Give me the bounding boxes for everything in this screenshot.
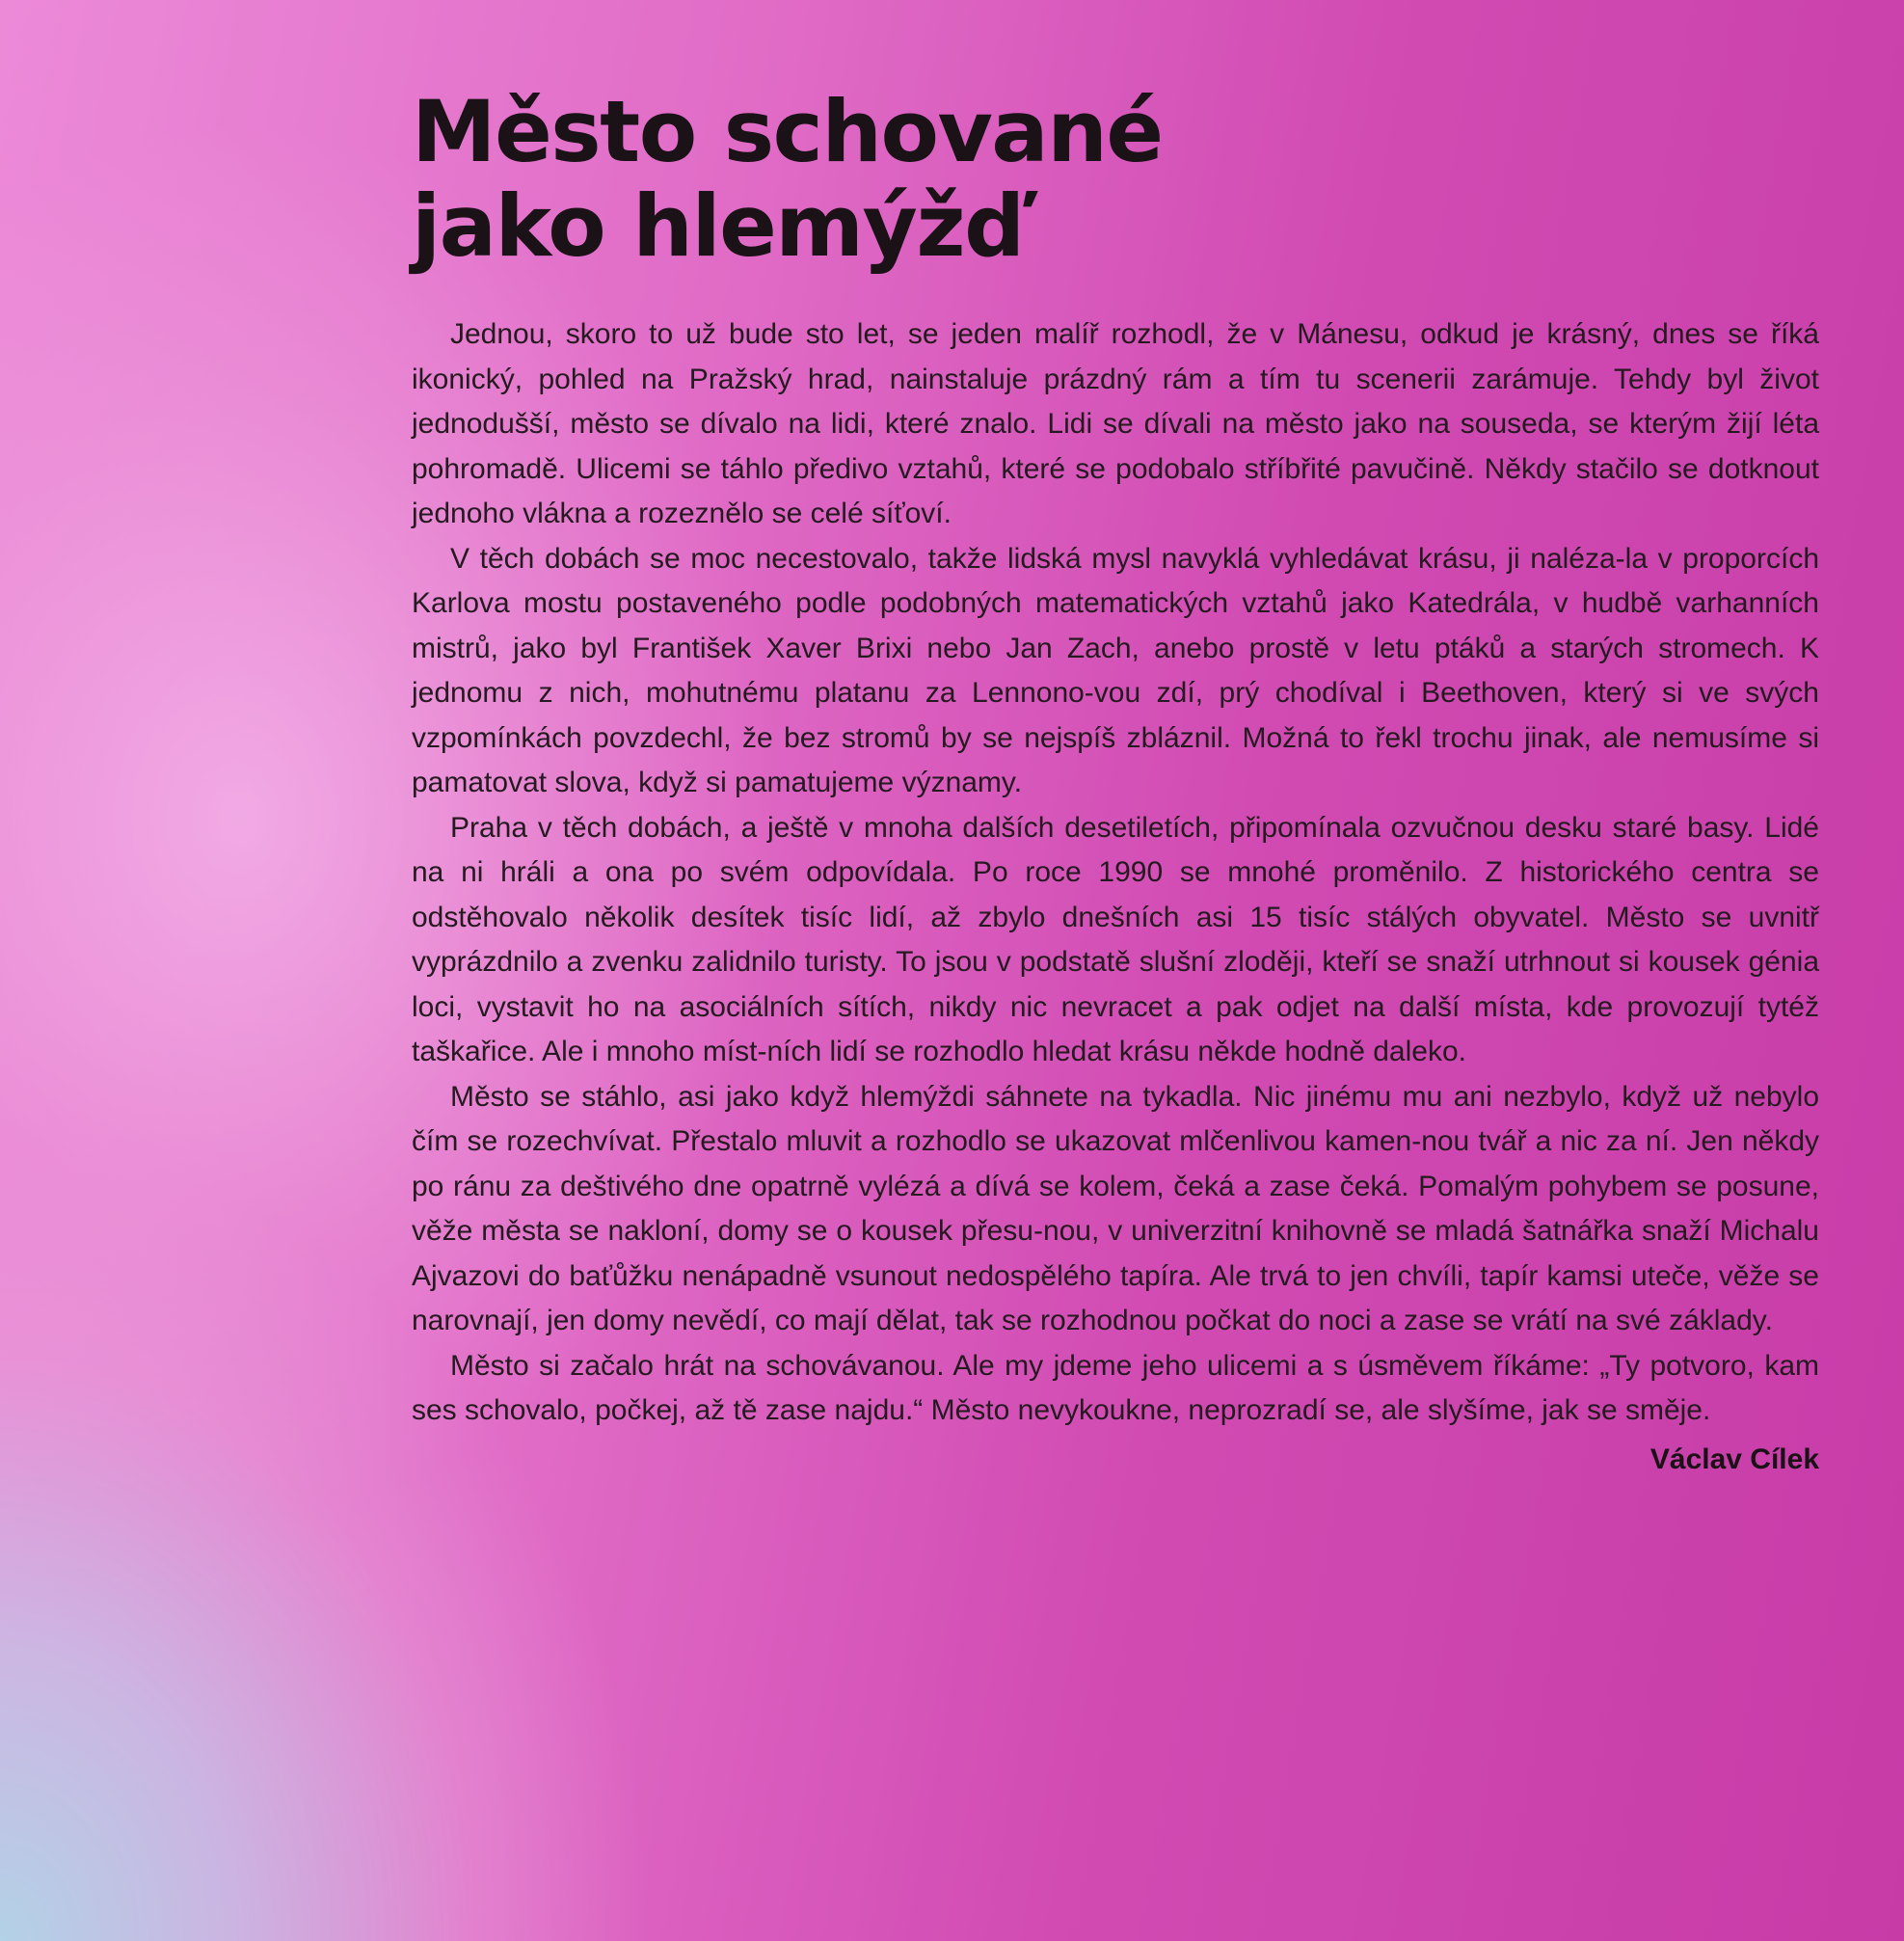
paragraph-4: Město se stáhlo, asi jako když hlemýždi sáhnete na tykadla. Nic jinému mu ani nezbylo, když už nebylo čím se rozechvívat. Přestalo mluvit a rozhodlo se ukazovat mlčenlivou kamen-nou tvář a nic za ní. Jen někdy po ránu za deštivého dne opatrně vylézá a dívá se kolem, čeká a zase čeká. Pomalým pohybem se posune, věže města se nakloní, domy se o kousek přesu-nou, v univerzitní knihovně se mladá šatnářka snaží Michalu Ajvazovi do baťůžku nenápadně vsunout nedospělého tapíra. Ale trvá to jen chvíli, tapír kamsi uteče, věže se narovnají, jen domy nevědí, co mají dělat, tak se rozhodnou počkat do noci a zase se vrátí na své základy. [412, 1080, 1819, 1336]
author-signature: Václav Cílek [1649, 1442, 1819, 1475]
article-body [412, 312, 1819, 1434]
paragraph-5: Město si začalo hrát na schovávanou. Ale my jdeme jeho ulicemi a s úsměvem říkáme: „Ty potvoro, kam ses schovalo, počkej, až tě zase najdu.“ Město nevykoukne, neprozradí se, ale slyšíme, jak se směje. [412, 1349, 1819, 1426]
article-title [412, 82, 1819, 276]
paragraph-1: Jednou, skoro to už bude sto let, se jeden malíř rozhodl, že v Mánesu, odkud je krásný, dnes se říká ikonický, pohled na Pražský hrad, nainstaluje prázdný rám a tím tu scenerii zarámuje. Tehdy byl život jednodušší, město se dívalo na lidi, které znalo. Lidi se dívali na město jako na souseda, se kterým žijí léta pohromadě. Ulicemi se táhlo předivo vztahů, které se podobalo stříbřité pavučině. Někdy stačilo se dotknout jednoho vlákna a rozeznělo se celé síťoví. [412, 318, 1819, 529]
title-line-2: jako hlemýžď [412, 176, 1024, 276]
paragraph-2: V těch dobách se moc necestovalo, takže lidská mysl navyklá vyhledávat krásu, ji naléza-la v proporcích Karlova mostu postaveného podle podobných matematických vztahů jako Katedrála, v hudbě varhanních mistrů, jako byl František Xaver Brixi nebo Jan Zach, anebo prostě v letu ptáků a starých stromech. K jednomu z nich, mohutnému platanu za Lennono-vou zdí, prý chodíval i Beethoven, který si ve svých vzpomínkách povzdechl, že bez stromů by se nejspíš zbláznil. Možná to řekl trochu jinak, ale nemusíme si pamatovat slova, když si pamatujeme významy. [412, 542, 1819, 798]
paragraph-3: Praha v těch dobách, a ještě v mnoha dalších desetiletích, připomínala ozvučnou desku staré basy. Lidé na ni hráli a ona po svém odpovídala. Po roce 1990 se mnohé proměnilo. Z historického centra se odstěhovalo několik desítek tisíc lidí, až zbylo dnešních asi 15 tisíc stálých obyvatel. Město se uvnitř vyprázdnilo a zvenku zalidnilo turisty. To jsou v podstatě slušní zloději, kteří se snaží utrhnout si kousek génia loci, vystavit ho na asociálních sítích, nikdy nic nevracet a pak odjet na další místa, kde provozují tytéž taškařice. Ale i mnoho míst-ních lidí se rozhodlo hledat krásu někde hodně daleko. [412, 811, 1819, 1067]
title-line-1: Město schované [412, 82, 1163, 181]
article [412, 82, 1819, 1482]
